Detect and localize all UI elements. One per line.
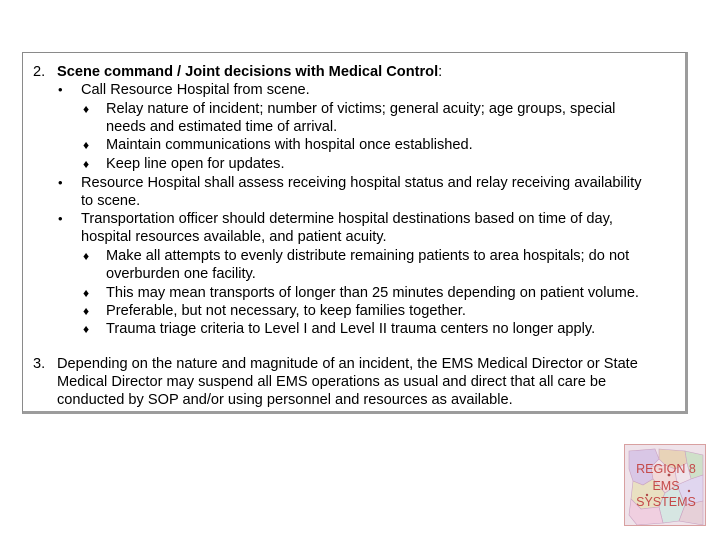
item-2-heading [57, 63, 442, 81]
sub-3-2-marker: ♦ [83, 286, 90, 300]
sub-3-3-marker: ♦ [83, 304, 90, 318]
logo-line-1: REGION 8 [636, 462, 696, 476]
sub-1-3-line-1: Keep line open for updates. [106, 156, 285, 172]
bullet-3-line-2: hospital resources available, and patient acuity. [81, 229, 387, 245]
sub-3-4-marker: ♦ [83, 322, 90, 336]
bullet-3-line-1: Transportation officer should determine hospital destinations based on time of day, [81, 211, 613, 227]
bullet-3-marker: • [58, 211, 63, 226]
sub-3-1-line-1: Make all attempts to evenly distribute remaining patients to area hospitals; do not [106, 248, 630, 264]
bullet-2-marker: • [58, 175, 63, 190]
sub-1-1-line-1: Relay nature of incident; number of victims; general acuity; age groups, special [106, 101, 616, 117]
sub-3-4-line-1: Trauma triage criteria to Level I and Level II trauma centers no longer apply. [106, 321, 596, 337]
bullet-2-line-1: Resource Hospital shall assess receiving hospital status and relay receiving availability [81, 175, 642, 191]
item-3-line-1: Depending on the nature and magnitude of an incident, the EMS Medical Director or State [57, 356, 638, 372]
sub-1-3-marker: ♦ [83, 157, 90, 171]
sub-1-2-marker: ♦ [83, 138, 90, 152]
logo-line-2: EMS [652, 479, 680, 493]
region-8-ems-logo [624, 444, 706, 526]
bullet-2-line-2: to scene. [81, 193, 141, 209]
sub-3-3-line-1: Preferable, but not necessary, to keep families together. [106, 303, 466, 319]
sub-1-1-marker: ♦ [83, 102, 90, 116]
bullet-1-marker: • [58, 82, 63, 97]
logo-line-3: SYSTEMS [636, 495, 696, 509]
item-2-heading-colon: : [438, 64, 443, 80]
sub-1-1-line-2: needs and estimated time of arrival. [106, 119, 338, 135]
sub-3-1-line-2: overburden one facility. [106, 266, 256, 282]
item-2-number: 2. [33, 64, 46, 80]
sub-3-1-marker: ♦ [83, 249, 90, 263]
item-3-line-3: conducted by SOP and/or using personnel and resources as available. [57, 392, 513, 408]
item-3-line-2: Medical Director may suspend all EMS operations as usual and direct that all care be [57, 374, 607, 390]
sub-3-2-line-1: This may mean transports of longer than 25 minutes depending on patient volume. [106, 285, 639, 301]
bullet-1-line-1: Call Resource Hospital from scene. [81, 82, 310, 98]
item-2-heading-bold: Scene command / Joint decisions with Medical Control [57, 64, 439, 80]
item-3-number: 3. [33, 356, 46, 372]
sub-1-2-line-1: Maintain communications with hospital once established. [106, 137, 473, 153]
